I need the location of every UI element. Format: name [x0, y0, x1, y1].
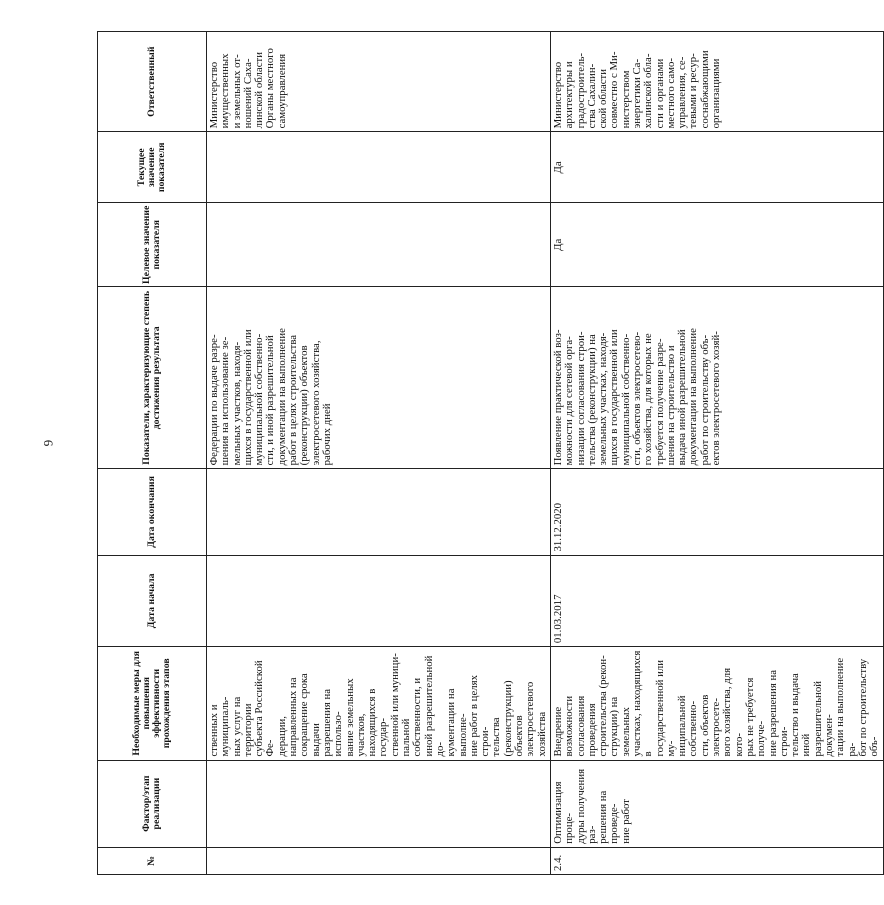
cell-num: 2.4.: [550, 847, 883, 874]
cell-num: [207, 847, 551, 874]
cell-responsible: Министерство архитектуры и градостроитель- ства Сахалин- ской области совместно с Ми- нистерством энергетики Са- халинской обла- сти и органами местного само- управления, се- тевыми и ресур- соснабжающими организациями: [550, 32, 883, 132]
cell-factor: [207, 760, 551, 847]
table-row: [207, 32, 551, 875]
page-number: 6: [41, 439, 56, 447]
measures-table: [97, 31, 884, 875]
cell-start-date: [207, 555, 551, 647]
cell-indicator: Федерации по выдаче разре- шения на использование зе- мельных участков, находя- щихся в государственной или муниципальной собственно- сти, и иной разрешительной документации на выполнение работ в целях строительства (реконструкции) объектов электросетевого хозяйства, рабочих дней: [207, 287, 551, 469]
header-indicator: Показатели, характеризующие степень достижения результата: [98, 287, 207, 469]
table-row: [550, 32, 883, 875]
cell-target-value: Да: [550, 203, 883, 287]
rotated-table-container: [97, 31, 881, 875]
header-measures: Необходимые меры для повышения эффективности прохождения этапов: [98, 647, 207, 760]
cell-end-date: [207, 469, 551, 555]
header-current-value: Текущее значение показателя: [98, 132, 207, 203]
cell-indicator: Появление практической воз- можности для сетевой орга- низации согласования строи- тельства (реконструкции) на земельных участках, находя- щихся в государственной или муниципальной собственно- сти, объектов электросетево- го хозяйства, для которых не требуется получение разре- шения на строительство и выдача иной разрешительной документации на выполнение работ по строительству объ- ектов электросетевого хозяй-: [550, 287, 883, 469]
cell-start-date: 01.03.2017: [550, 555, 883, 647]
header-row: [98, 32, 207, 875]
header-target-value: Целевое значение показателя: [98, 203, 207, 287]
cell-target-value: [207, 203, 551, 287]
cell-responsible: Министерство имущественных и земельных от- ношений Саха- линской области Органы местного самоуправления: [207, 32, 551, 132]
cell-measures: ственных и муниципаль- ных услуг на территории субъекта Российской Фе- дерации, направленных на сокращение срока выдачи разрешения на использо- вание земельных участков, находящихся в государ- ственной или муници- пальной собственности, и иной разрешительной до- кументации на выполне- ние работ в целях строи- тельства (реконструкции) объектов электросетевого хозяйства: [207, 647, 551, 760]
header-num: №: [98, 847, 207, 874]
cell-factor: Оптимизация проце- дуры получения раз- решения на проведе- ние работ: [550, 760, 883, 847]
header-factor: Фактор/этап реализации: [98, 760, 207, 847]
cell-measures: Внедрение возможности согласования проведения строительства (рекон- струкции) на земельных участках, находящихся в государственной или му- ниципальной собственно- сти, объектов электросете- вого хозяйства, для кото- рых не требуется получе- ние разрешения на строи- тельство и выдача иной разрешительной докумен- тации на выполнение ра- бот по строительству объ-: [550, 647, 883, 760]
header-start-date: Дата начала: [98, 555, 207, 647]
cell-current-value: [207, 132, 551, 203]
cell-end-date: 31.12.2020: [550, 469, 883, 555]
header-responsible: Ответственный: [98, 32, 207, 132]
cell-current-value: Да: [550, 132, 883, 203]
header-end-date: Дата окончания: [98, 469, 207, 555]
